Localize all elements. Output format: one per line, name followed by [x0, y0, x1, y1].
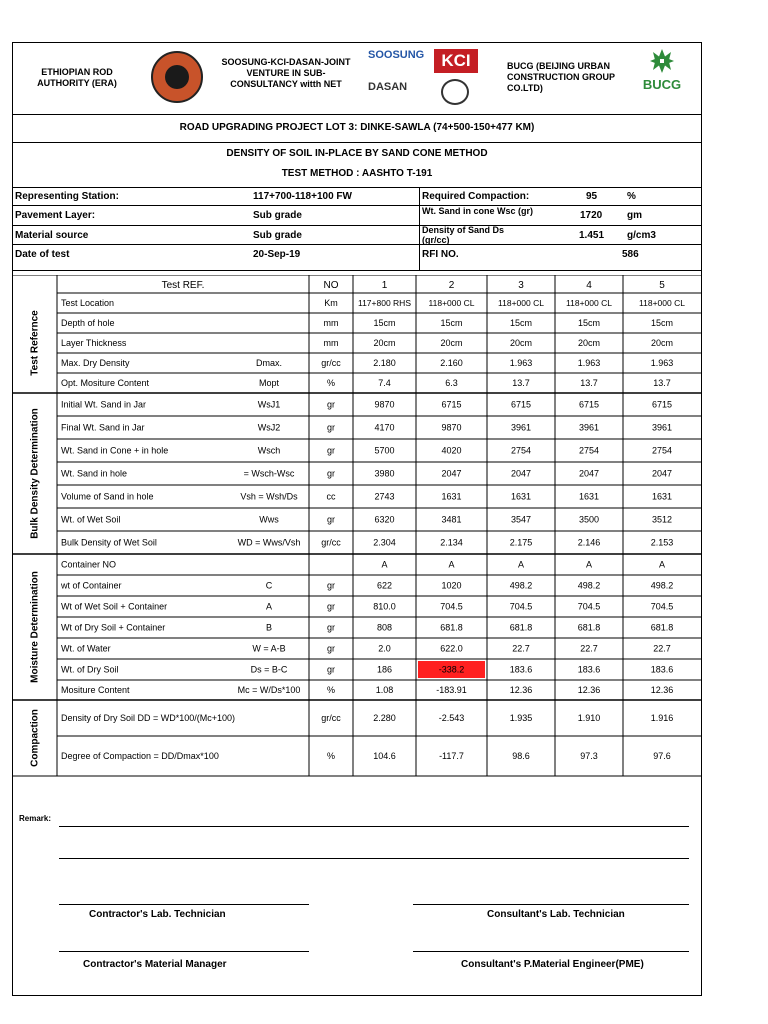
row-label: Container NO [61, 559, 117, 570]
table-cell: 15cm [440, 318, 463, 328]
rep-station-value: 117+700-118+100 FW [253, 191, 352, 202]
divider [13, 205, 701, 206]
table-cell: 97.3 [580, 751, 598, 761]
divider [13, 225, 701, 226]
table-cell: 6715 [441, 399, 462, 410]
table-cell: 6320 [374, 514, 395, 525]
divider [13, 270, 701, 271]
table-cell: 13.7 [580, 378, 598, 388]
table-cell: 15cm [577, 318, 601, 328]
table-cell: 118+000 CL [498, 298, 544, 308]
row-unit: % [326, 685, 336, 695]
table-cell: 2.134 [440, 537, 463, 548]
row-unit: mm [323, 338, 339, 348]
table-cell: 1.963 [577, 358, 601, 368]
row-unit: % [326, 751, 336, 761]
table-cell: 2754 [578, 445, 600, 456]
test-method: TEST METHOD : AASHTO T-191 [281, 168, 433, 179]
table-cell: 2047 [510, 468, 532, 479]
test-table [13, 275, 703, 785]
table-cell: 9870 [374, 399, 395, 410]
bucg-logo-text: BUCG [642, 77, 682, 92]
table-cell: 183.6 [577, 664, 601, 675]
table-cell: 1631 [510, 491, 532, 502]
divider [13, 244, 701, 245]
row-symbol: Vsh = Wsh/Ds [240, 491, 298, 502]
section-label: Bulk Density Determination [29, 408, 41, 539]
test-title: DENSITY OF SOIL IN-PLACE BY SAND CONE METHOD [226, 148, 488, 159]
jv-name: SOOSUNG-KCI-DASAN-JOINT VENTURE IN SUB-CONSULTANCY witth NET [221, 57, 351, 89]
table-cell: A [448, 559, 455, 570]
table-cell: 6.3 [445, 378, 458, 388]
row-unit: % [326, 378, 336, 388]
section-label: Test Refernce [29, 310, 41, 376]
pavement-label: Pavement Layer: [15, 210, 96, 221]
row-symbol: W = A-B [252, 643, 286, 654]
req-comp-unit: % [627, 191, 636, 202]
table-cell: 2754 [651, 445, 673, 456]
row-unit: gr/cc [321, 358, 341, 368]
remark-line [59, 858, 689, 859]
table-cell: 20cm [509, 338, 533, 348]
divider [13, 187, 701, 188]
table-cell: 810.0 [373, 601, 396, 612]
table-cell: 3547 [510, 514, 532, 525]
row-unit: gr [326, 601, 336, 612]
table-cell: A [381, 559, 388, 570]
header-col-num: 2 [448, 280, 455, 291]
row-unit: gr [326, 468, 336, 479]
table-cell: 22.7 [580, 643, 598, 654]
table-cell: -183.91 [436, 685, 467, 695]
rfi-label: RFI NO. [422, 249, 459, 260]
signature-line [413, 951, 689, 952]
table-cell: 2743 [374, 491, 395, 502]
rfi-value: 586 [622, 249, 639, 260]
table-cell: 2.175 [509, 537, 533, 548]
table-cell: 3512 [651, 514, 673, 525]
divider [13, 114, 701, 115]
signature-line [59, 904, 309, 905]
table-cell: 1.935 [509, 713, 533, 723]
table-cell: 183.6 [650, 664, 674, 675]
table-cell: 704.5 [509, 601, 533, 612]
table-cell: 1631 [441, 491, 462, 502]
ds-label: Density of Sand Ds (gr/cc) [422, 225, 505, 245]
bucg-name: BUCG (BEIJING URBAN CONSTRUCTION GROUP CO.LTD) [507, 61, 615, 93]
row-symbol: Dmax. [255, 358, 283, 368]
row-unit: gr [326, 422, 336, 433]
table-cell: 20cm [373, 338, 396, 348]
table-cell: 2.180 [373, 358, 396, 368]
table-cell: 681.8 [577, 622, 601, 633]
table-cell: 498.2 [509, 580, 533, 591]
table-cell: 6715 [578, 399, 600, 410]
consultant-tech: Consultant's Lab. Technician [487, 909, 625, 920]
header-no: NO [323, 280, 339, 291]
contractor-tech: Contractor's Lab. Technician [89, 909, 226, 920]
row-label: Wt. Sand in hole [61, 468, 128, 479]
header-test-ref: Test REF. [161, 280, 205, 291]
wsc-value: 1720 [580, 210, 603, 221]
table-cell: -2.543 [438, 713, 465, 723]
row-symbol: Ds = B-C [250, 664, 288, 675]
table-cell: 1.08 [375, 685, 394, 695]
table-cell: A [517, 559, 525, 570]
row-label: Layer Thickness [61, 338, 127, 348]
table-cell: 2.304 [373, 537, 396, 548]
row-unit: mm [323, 318, 339, 328]
table-cell: 681.8 [650, 622, 674, 633]
row-label: Wt. Sand in Cone + in hole [61, 445, 169, 456]
row-unit: gr [326, 664, 336, 675]
row-symbol: Mopt [258, 378, 280, 388]
table-cell: 15cm [650, 318, 674, 328]
remark-line [59, 826, 689, 827]
row-label: Max. Dry Density [61, 358, 130, 368]
kci-seal-icon [441, 79, 469, 105]
table-cell: 104.6 [373, 751, 396, 761]
table-cell: 98.6 [512, 751, 530, 761]
row-symbol: Wsch [257, 445, 281, 456]
rep-station-label: Representing Station: [15, 191, 119, 202]
ds-unit: g/cm3 [627, 230, 656, 241]
table-cell: 20cm [440, 338, 463, 348]
bucg-logo-icon [635, 47, 689, 93]
table-cell: 498.2 [650, 580, 674, 591]
row-label: wt of Container [61, 580, 122, 591]
pavement-value: Sub grade [253, 210, 302, 221]
table-cell: 12.36 [577, 685, 601, 695]
row-symbol: WsJ1 [257, 399, 281, 410]
table-cell: 2.160 [440, 358, 463, 368]
dasan-logo-icon: DASAN [368, 81, 408, 93]
row-label: Wt of Wet Soil + Container [61, 601, 168, 612]
table-cell: 7.4 [378, 378, 391, 388]
row-label: Degree of Compaction = DD/Dmax*100 [61, 751, 219, 761]
row-label: Initial Wt. Sand in Jar [61, 399, 147, 410]
row-label: Density of Dry Soil DD = WD*100/(Mc+100) [61, 713, 236, 723]
table-cell: 1.963 [509, 358, 533, 368]
section-label: Moisture Determination [29, 571, 41, 683]
table-cell: 704.5 [577, 601, 601, 612]
kci-logo-icon: KCI [434, 49, 478, 73]
table-cell: 15cm [373, 318, 396, 328]
date-label: Date of test [15, 249, 70, 260]
row-unit: gr [326, 399, 336, 410]
row-label: Depth of hole [61, 318, 115, 328]
table-cell: 3500 [578, 514, 600, 525]
table-cell: 3961 [578, 422, 600, 433]
table-cell: 4020 [441, 445, 462, 456]
table-cell: 20cm [577, 338, 601, 348]
row-label: Wt. of Water [61, 643, 111, 654]
table-cell: 20cm [650, 338, 674, 348]
table-cell: 6715 [651, 399, 673, 410]
table-cell: 118+000 CL [428, 298, 475, 308]
row-unit: gr [326, 445, 336, 456]
row-symbol: WD = Wws/Vsh [237, 537, 301, 548]
row-unit: gr [326, 514, 336, 525]
row-label: Volume of Sand in hole [61, 491, 154, 502]
era-logo-icon [151, 51, 203, 103]
table-cell: 3961 [651, 422, 673, 433]
table-cell: 118+000 CL [639, 298, 685, 308]
table-cell: 498.2 [577, 580, 601, 591]
row-unit: gr [326, 580, 336, 591]
table-cell: 2047 [441, 468, 462, 479]
row-symbol: B [265, 622, 273, 633]
row-label: Bulk Density of Wet Soil [61, 537, 157, 548]
consultant-eng: Consultant's P.Material Engineer(PME) [461, 959, 644, 970]
signature-line [59, 951, 309, 952]
row-label: Final Wt. Sand in Jar [61, 422, 145, 433]
row-label: Wt. of Wet Soil [61, 514, 121, 525]
table-cell: 117+800 RHS [357, 298, 412, 308]
row-symbol: WsJ2 [257, 422, 281, 433]
row-symbol: Mc = W/Ds*100 [237, 685, 301, 695]
table-cell: 3980 [374, 468, 395, 479]
table-cell: 1.910 [577, 713, 601, 723]
wsc-unit: gm [627, 210, 642, 221]
divider [419, 187, 420, 270]
table-cell: 622.0 [440, 643, 463, 654]
table-cell: 13.7 [653, 378, 671, 388]
table-cell: 1631 [651, 491, 673, 502]
table-cell: 12.36 [509, 685, 533, 695]
table-cell: 3481 [441, 514, 462, 525]
row-symbol: Wws [259, 514, 279, 525]
table-cell: -338.2 [438, 664, 465, 675]
soosung-logo-icon: SOOSUNG [368, 49, 425, 61]
row-symbol: A [265, 601, 273, 612]
req-comp-value: 95 [586, 191, 598, 202]
ds-value: 1.451 [579, 230, 605, 241]
table-cell: 9870 [441, 422, 462, 433]
table-cell: 681.8 [509, 622, 533, 633]
table-cell: 6715 [510, 399, 532, 410]
date-value: 20-Sep-19 [253, 249, 301, 260]
table-cell: 1020 [441, 580, 462, 591]
table-cell: 13.7 [512, 378, 530, 388]
table-cell: 183.6 [509, 664, 533, 675]
table-cell: 681.8 [440, 622, 463, 633]
row-label: Wt of Dry Soil + Container [61, 622, 166, 633]
table-cell: 186 [376, 664, 393, 675]
table-cell: 1.916 [650, 713, 674, 723]
material-value: Sub grade [253, 230, 302, 241]
row-unit: gr [326, 622, 336, 633]
era-name: ETHIOPIAN ROD AUTHORITY (ERA) [37, 67, 117, 88]
table-cell: 1631 [578, 491, 600, 502]
signature-line [413, 904, 689, 905]
table-cell: 704.5 [440, 601, 463, 612]
table-cell: 22.7 [512, 643, 530, 654]
contractor-mgr: Contractor's Material Manager [83, 959, 227, 970]
table-cell: 3961 [510, 422, 532, 433]
table-cell: A [658, 559, 666, 570]
table-cell: 622 [376, 580, 393, 591]
row-unit: cc [326, 491, 336, 502]
row-symbol: = Wsch-Wsc [243, 468, 295, 479]
table-cell: 2.153 [650, 537, 674, 548]
row-unit: gr/cc [321, 537, 341, 548]
material-label: Material source [15, 230, 89, 241]
row-label: Opt. Mositure Content [61, 378, 150, 388]
table-cell: 2.146 [577, 537, 601, 548]
header-col-num: 4 [586, 280, 592, 291]
table-cell: A [585, 559, 593, 570]
section-label: Compaction [29, 709, 41, 767]
table-cell: 704.5 [650, 601, 674, 612]
wsc-label: Wt. Sand in cone Wsc (gr) [422, 206, 534, 216]
table-cell: 1.963 [650, 358, 674, 368]
table-cell: -117.7 [439, 751, 464, 761]
table-cell: 2047 [651, 468, 673, 479]
form-sheet [12, 42, 702, 996]
table-cell: 118+000 CL [566, 298, 612, 308]
table-cell: 2.280 [373, 713, 396, 723]
divider [13, 142, 701, 143]
table-cell: 2047 [578, 468, 600, 479]
row-unit: Km [324, 298, 338, 308]
header-col-num: 3 [518, 280, 524, 291]
table-cell: 808 [376, 622, 393, 633]
remark-label: Remark: [19, 814, 52, 823]
table-cell: 22.7 [653, 643, 671, 654]
row-unit: gr/cc [321, 713, 341, 723]
header-col-num: 5 [659, 280, 665, 291]
table-cell: 97.6 [653, 751, 671, 761]
table-cell: 4170 [374, 422, 395, 433]
table-cell: 2754 [510, 445, 532, 456]
row-label: Test Location [61, 298, 115, 308]
table-cell: 12.36 [650, 685, 674, 695]
header-col-num: 1 [381, 280, 388, 291]
project-title: ROAD UPGRADING PROJECT LOT 3: DINKE-SAWLA (74+500-150+477 KM) [179, 122, 535, 133]
row-label: Mositure Content [61, 685, 130, 695]
row-symbol: C [265, 580, 273, 591]
table-cell: 5700 [374, 445, 395, 456]
table-cell: 2.0 [378, 643, 391, 654]
req-comp-label: Required Compaction: [422, 191, 530, 202]
row-label: Wt. of Dry Soil [61, 664, 119, 675]
row-unit: gr [326, 643, 336, 654]
table-cell: 15cm [509, 318, 533, 328]
